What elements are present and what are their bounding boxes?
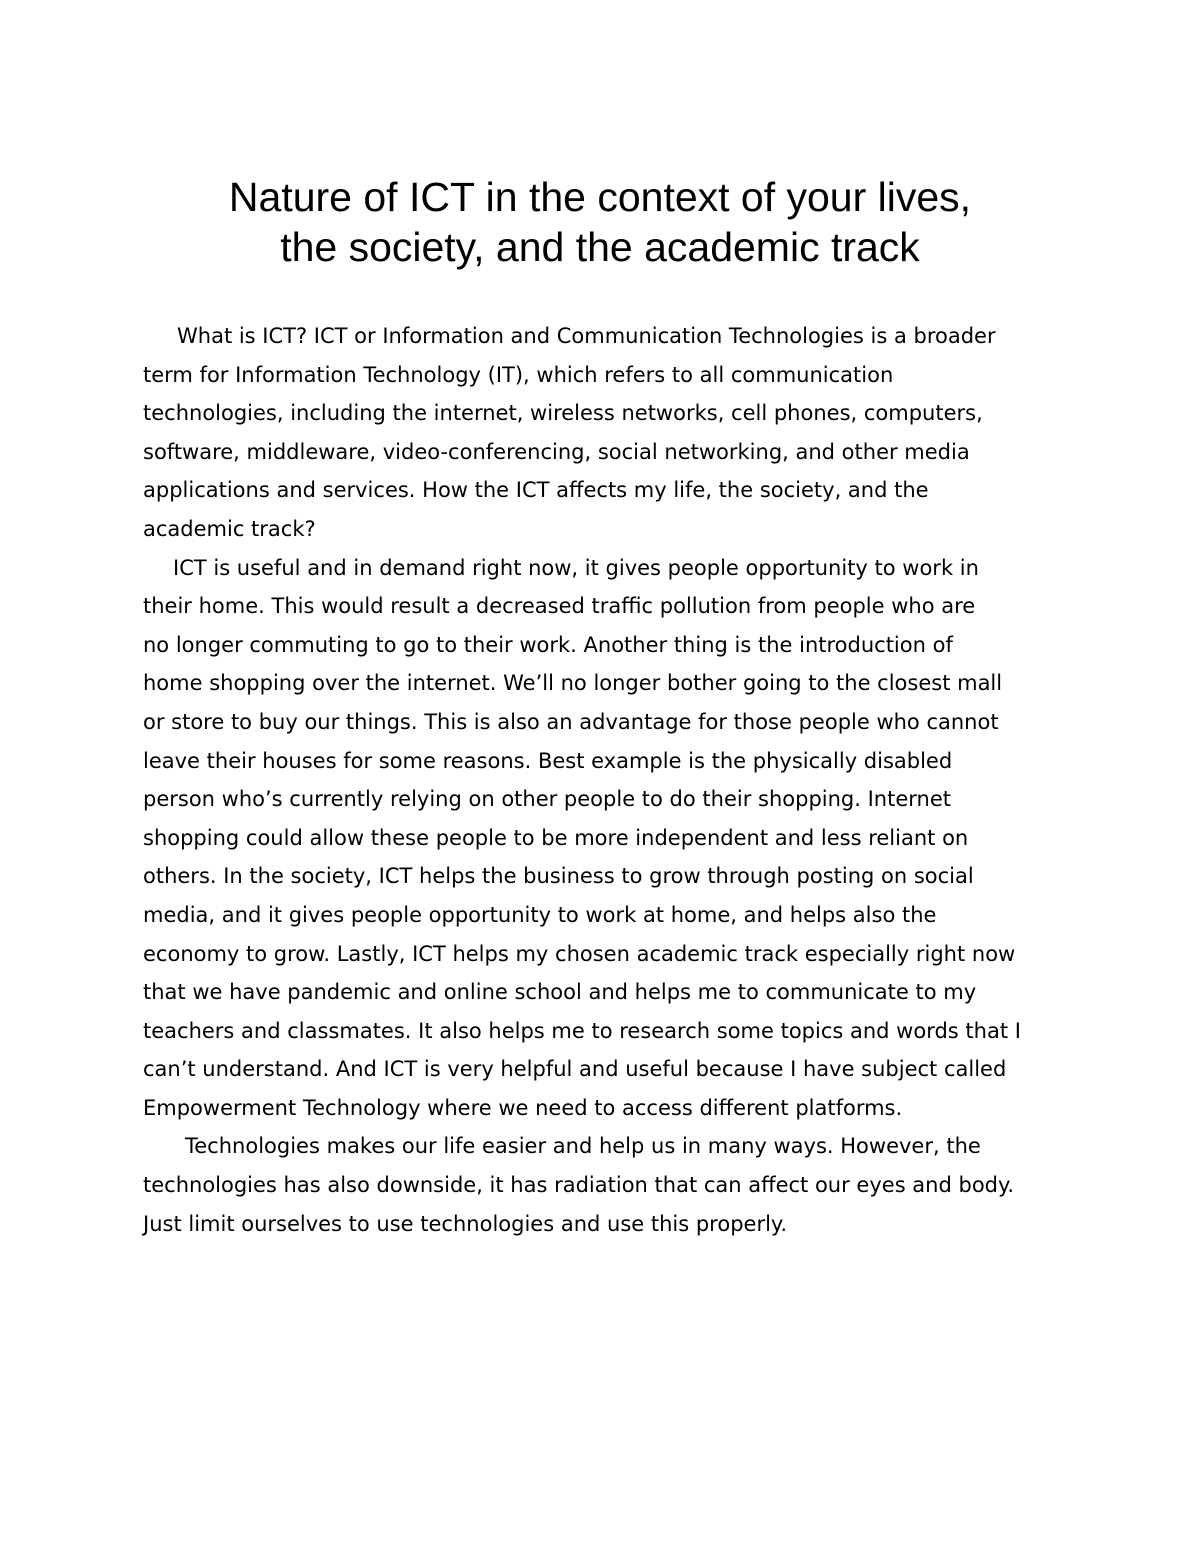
text-line: Empowerment Technology where we need to access different platforms.	[143, 1095, 903, 1120]
text-line: their home. This would result a decreased traffic pollution from people who are	[143, 594, 976, 619]
text-line: technologies has also downside, it has radiation that can affect our eyes and body.	[143, 1173, 1015, 1198]
text-line: leave their houses for some reasons. Best example is the physically disabled	[143, 748, 953, 773]
text-line: others. In the society, ICT helps the business to grow through posting on social	[143, 864, 974, 889]
paragraph-conclusion	[143, 1127, 1073, 1243]
document-body	[143, 317, 1073, 1243]
title-line: the society, and the academic track	[280, 224, 920, 270]
text-line: no longer commuting to go to their work. Another thing is the introduction of	[143, 632, 953, 657]
document-title	[100, 172, 1100, 272]
text-line: technologies, including the internet, wireless networks, cell phones, computers,	[143, 401, 983, 426]
text-line: economy to grow. Lastly, ICT helps my chosen academic track especially right now	[143, 941, 1016, 966]
text-line: shopping could allow these people to be more independent and less reliant on	[143, 825, 969, 850]
text-line: that we have pandemic and online school and helps me to communicate to my	[143, 980, 977, 1005]
paragraph-ict-useful	[143, 549, 1073, 1128]
text-line: academic track?	[143, 516, 316, 541]
text-line: Just limit ourselves to use technologies and use this properly.	[143, 1211, 788, 1236]
text-line: home shopping over the internet. We’ll no longer bother going to the closest mall	[143, 671, 1003, 696]
text-line: What is ICT? ICT or Information and Communication Technologies is a broader	[177, 324, 996, 348]
text-line: teachers and classmates. It also helps me to research some topics and words that I	[143, 1018, 1021, 1043]
text-line: applications and services. How the ICT affects my life, the society, and the	[143, 478, 929, 503]
text-line: person who’s currently relying on other people to do their shopping. Internet	[143, 787, 951, 812]
text-line: or store to buy our things. This is also an advantage for those people who cannot	[143, 709, 999, 734]
text-line: ICT is useful and in demand right now, it gives people opportunity to work in	[173, 555, 979, 580]
paragraph-what-is-ict	[143, 317, 1073, 549]
title-line: Nature of ICT in the context of your lives,	[228, 174, 972, 220]
text-line: software, middleware, video-conferencing, social networking, and other media	[143, 439, 970, 464]
text-line: media, and it gives people opportunity to work at home, and helps also the	[143, 902, 937, 927]
text-line: can’t understand. And ICT is very helpful and useful because I have subject called	[143, 1057, 1007, 1082]
text-line: Technologies makes our life easier and help us in many ways. However, the	[185, 1134, 981, 1159]
text-line: term for Information Technology (IT), which refers to all communication	[143, 362, 894, 387]
